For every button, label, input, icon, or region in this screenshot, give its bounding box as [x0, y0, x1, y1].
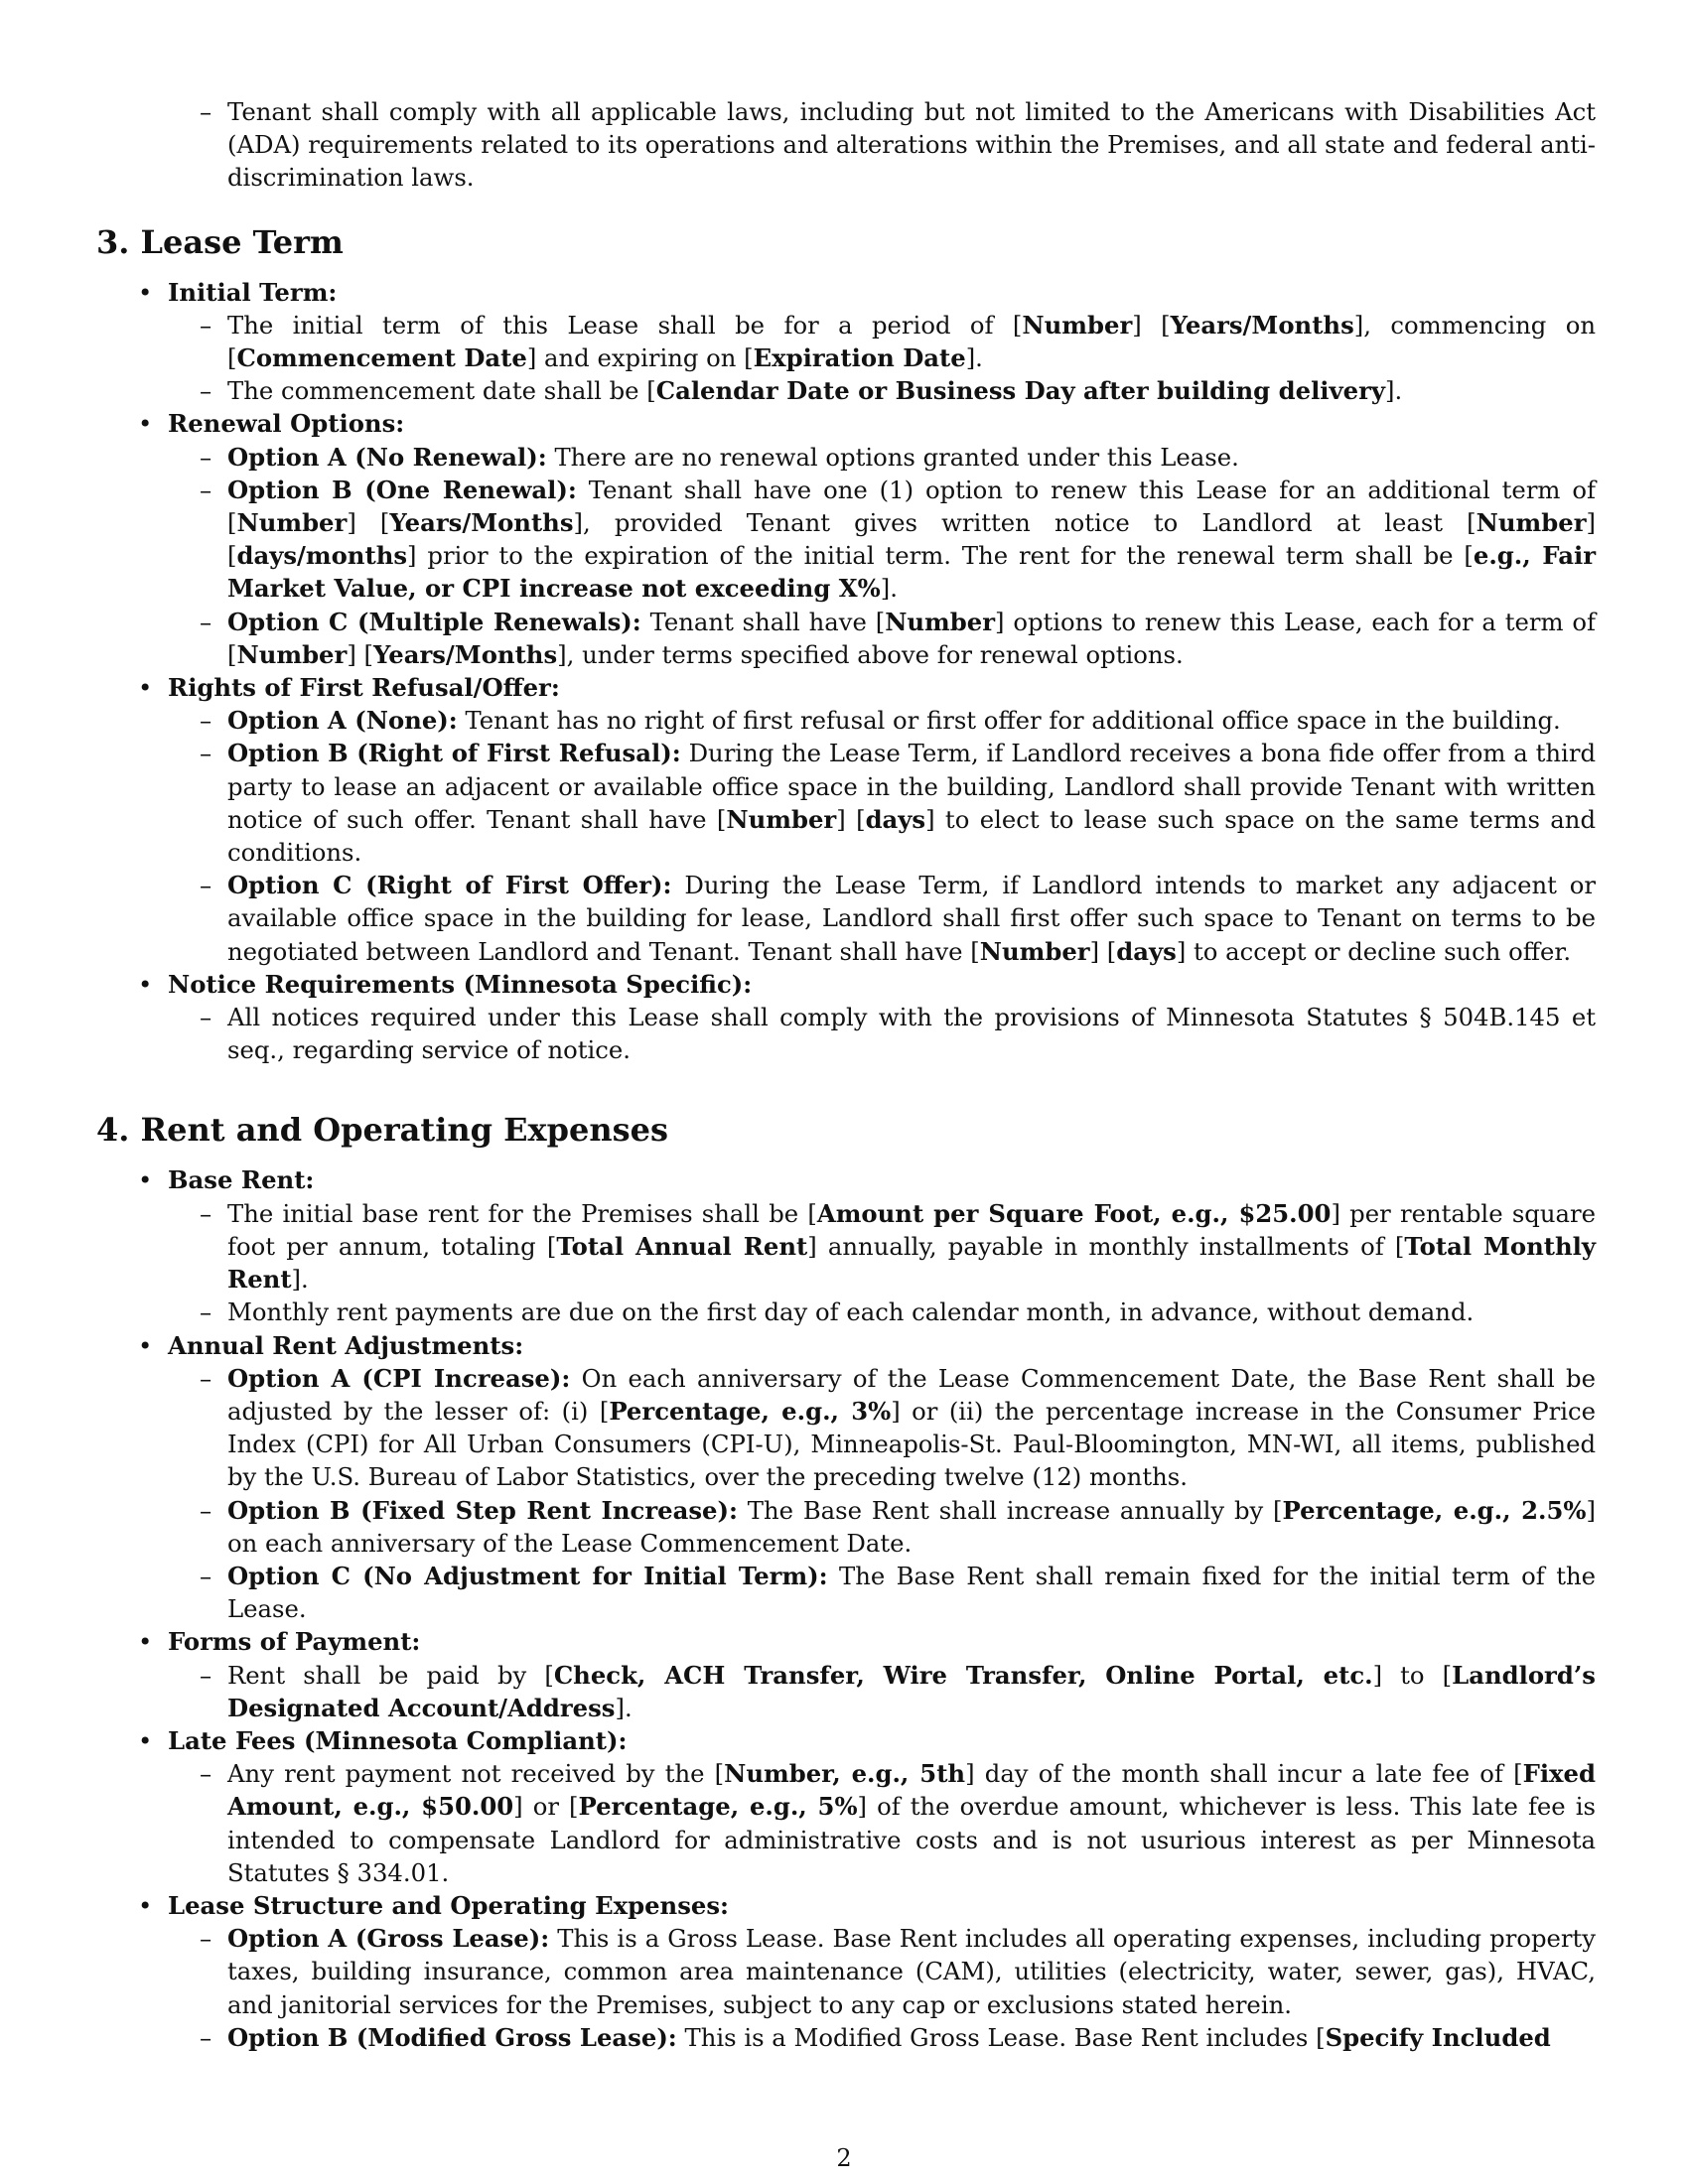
structure-option-a: – Option A (Gross Lease): This is a Gross Lease. Base Rent includes all operating expenses, including property taxes, building insurance, common area maintenance (CAM), utilities (electricity, water, sewer, gas), HVAC, and janitorial services for the Premises, subject to any cap or exclusions stated herein. — [96, 1922, 1596, 2021]
ada-compliance-clause: – Tenant shall comply with all applicable laws, including but not limited to the Americans with Disabilities Act (ADA) requirements related to its operations and alterations within the Premises, and all state and federal anti-discrimination laws. — [96, 95, 1596, 195]
base-rent-label: • Base Rent: — [96, 1163, 1596, 1196]
base-rent-clause: – The initial base rent for the Premises shall be [Amount per Square Foot, e.g., $25.00] per rentable square foot per annum, totaling [Total Annual Rent] annually, payable in monthly installments of [Total Monthly Rent]. — [96, 1197, 1596, 1297]
adjustment-option-a: – Option A (CPI Increase): On each anniversary of the Lease Commencement Date, the Base Rent shall be adjusted by the lesser of: (i) [Percentage, e.g., 3%] or (ii) the percentage increase in the Consumer Price Index (CPI) for All Urban Consumers (CPI-U), Minneapolis-St. Paul-Bloomington, MN-WI, all items, published by the U.S. Bureau of Labor Statistics, over the preceding twelve (12) months. — [96, 1362, 1596, 1494]
renewal-option-a: – Option A (No Renewal): There are no renewal options granted under this Lease. — [96, 441, 1596, 474]
initial-term-clause: – The initial term of this Lease shall be for a period of [Number] [Years/Months], commencing on [Commencement Date] and expiring on [Expiration Date]. — [96, 309, 1596, 374]
adjustment-option-b: – Option B (Fixed Step Rent Increase): The Base Rent shall increase annually by [Percentage, e.g., 2.5%] on each anniversary of the Lease Commencement Date. — [96, 1494, 1596, 1560]
notice-requirements-clause: – All notices required under this Lease shall comply with the provisions of Minnesota Statutes § 504B.145 et seq., regarding service of notice. — [96, 1001, 1596, 1066]
notice-requirements-label: • Notice Requirements (Minnesota Specific): — [96, 968, 1596, 1001]
monthly-payment-clause: – Monthly rent payments are due on the first day of each calendar month, in advance, without demand. — [96, 1296, 1596, 1328]
renewal-options-label: • Renewal Options: — [96, 407, 1596, 440]
first-refusal-option-b: – Option B (Right of First Refusal): During the Lease Term, if Landlord receives a bona fide offer from a third party to lease an adjacent or available office space in the building, Landlord shall provide Tenant with written notice of such offer. Tenant shall have [Number] [days] to elect to lease such space on the same terms and conditions. — [96, 737, 1596, 869]
first-refusal-label: • Rights of First Refusal/Offer: — [96, 671, 1596, 704]
section-heading-lease-term: 3. Lease Term — [96, 222, 344, 261]
payment-forms-label: • Forms of Payment: — [96, 1625, 1596, 1658]
first-refusal-option-c: – Option C (Right of First Offer): During the Lease Term, if Landlord intends to market any adjacent or available office space in the building for lease, Landlord shall first offer such space to Tenant on terms to be negotiated between Landlord and Tenant. Tenant shall have [Number] [days] to accept or decline such offer. — [96, 869, 1596, 968]
structure-option-b: – Option B (Modified Gross Lease): This is a Modified Gross Lease. Base Rent includes [Specify Included — [96, 2021, 1596, 2054]
section-heading-rent: 4. Rent and Operating Expenses — [96, 1111, 668, 1150]
adjustment-option-c: – Option C (No Adjustment for Initial Term): The Base Rent shall remain fixed for the initial term of the Lease. — [96, 1560, 1596, 1625]
page-number: 2 — [836, 2144, 852, 2172]
late-fees-clause: – Any rent payment not received by the [Number, e.g., 5th] day of the month shall incur a late fee of [Fixed Amount, e.g., $50.00] or [Percentage, e.g., 5%] of the overdue amount, whichever is less. This late fee is intended to compensate Landlord for administrative costs and is not usurious interest as per Minnesota Statutes § 334.01. — [96, 1757, 1596, 1889]
commencement-date-clause: – The commencement date shall be [Calendar Date or Business Day after building delivery]. — [96, 374, 1596, 407]
renewal-option-c: – Option C (Multiple Renewals): Tenant shall have [Number] options to renew this Lease, each for a term of [Number] [Years/Months], under terms specified above for renewal options. — [96, 606, 1596, 671]
payment-forms-clause: – Rent shall be paid by [Check, ACH Transfer, Wire Transfer, Online Portal, etc.] to [Landlord’s Designated Account/Address]. — [96, 1659, 1596, 1724]
first-refusal-option-a: – Option A (None): Tenant has no right of first refusal or first offer for additional office space in the building. — [96, 704, 1596, 737]
initial-term-label: • Initial Term: — [96, 276, 1596, 309]
document-page — [96, 95, 1596, 2054]
rent-adjustments-label: • Annual Rent Adjustments: — [96, 1329, 1596, 1362]
lease-structure-label: • Lease Structure and Operating Expenses: — [96, 1889, 1596, 1922]
late-fees-label: • Late Fees (Minnesota Compliant): — [96, 1724, 1596, 1757]
renewal-option-b: – Option B (One Renewal): Tenant shall have one (1) option to renew this Lease for an additional term of [Number] [Years/Months], provided Tenant gives written notice to Landlord at least [Number] [days/months] prior to the expiration of the initial term. The rent for the renewal term shall be [e.g., Fair Market Value, or CPI increase not exceeding X%]. — [96, 474, 1596, 606]
